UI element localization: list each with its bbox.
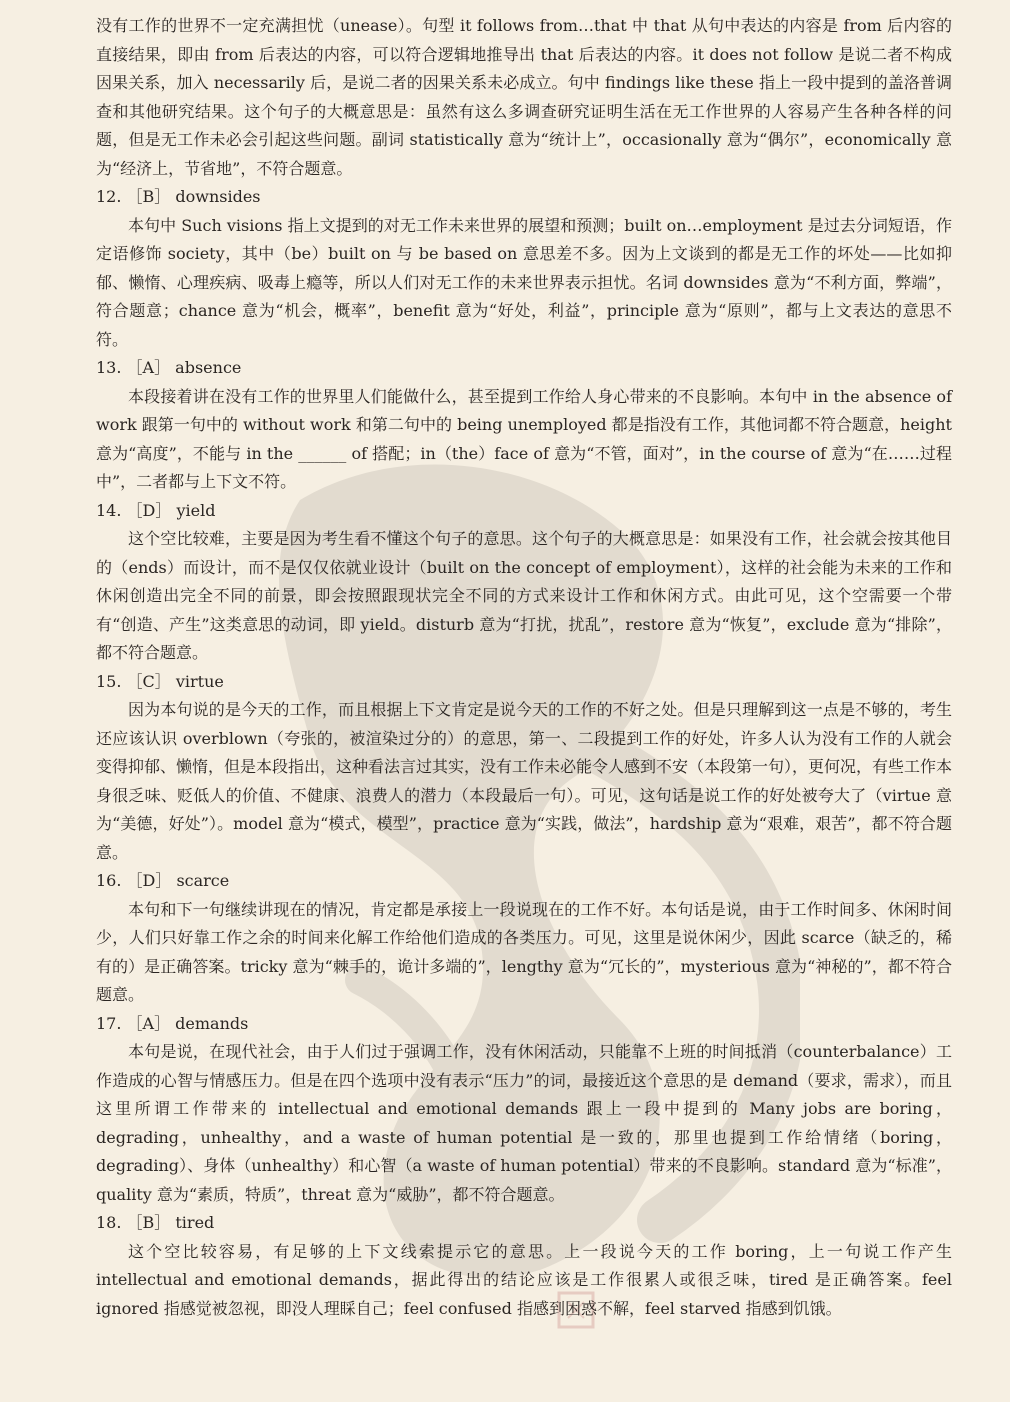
explanation-paragraph: 本段接着讲在没有工作的世界里人们能做什么，甚至提到工作给人身心带来的不良影响。本句中 in the absence of work 跟第一句中的 without work 和第二句中的 being unemployed 都是指没有工作，其他词都不符合题意，height 意为“高度”，不能与 in the ______ of 搭配；in（the）face of 意为“不管，面对”，in the course of 意为“在……过程中”，二者都与上下文不符。: [96, 386, 952, 491]
answer-heading-18: 18. ［B］ tired: [96, 1213, 215, 1232]
explanation-paragraph: 因为本句说的是今天的工作，而且根据上下文肯定是说今天的工作的不好之处。但是只理解到这一点是不够的，考生还应该认识 overblown（夸张的，被渲染过分的）的意思，第一、二段提到工作的好处，许多人认为没有工作的人就会变得抑郁、懒惰，但是本段指出，这种看法言过其实，没有工作未必能令人感到不安（本段第一句），更何况，有些工作本身很乏味、贬低人的价值、不健康、浪费人的潜力（本段最后一句）。可见，这句话是说工作的好处被夸大了（virtue 意为“美德，好处”）。model 意为“模式，模型”，practice 意为“实践，做法”，hardship 意为“艰难，艰苦”，都不符合题意。: [96, 700, 953, 862]
explanation-paragraph: 本句是说，在现代社会，由于人们过于强调工作，没有休闲活动，只能靠不上班的时间抵消（counterbalance）工作造成的心智与情感压力。但是在四个选项中没有表示“压力”的词，最接近这个意思的是 demand（要求，需求），而且这里所谓工作带来的 intellectual and emotional demands 跟上一段中提到的 Many jobs are boring，degrading，unhealthy，and a waste of human potential 是一致的，那里也提到工作给情绪（boring，degrading）、身体（unhealthy）和心智（a waste of human potential）带来的不良影响。standard 意为“标准”，quality 意为“素质，特质”，threat 意为“威胁”，都不符合题意。: [96, 1042, 952, 1204]
explanation-paragraph: 没有工作的世界不一定充满担忧（unease）。句型 it follows from…that 中 that 从句中表达的内容是 from 后内容的直接结果，即由 from 后表达的内容，可以符合逻辑地推导出 that 后表达的内容。it does not follow 是说二者不构成因果关系，加入 necessarily 后，是说二者的因果关系未必成立。句中 findings like these 指上一段中提到的盖洛普调查和其他研究结果。这个句子的大概意思是：虽然有这么多调查研究证明生活在无工作世界的人容易产生各种各样的问题，但是无工作未必会引起这些问题。副词 statistically 意为“统计上”，occasionally 意为“偶尔”，economically 意为“经济上，节省地”，不符合题意。: [96, 16, 952, 178]
answer-heading-15: 15. ［C］ virtue: [96, 671, 224, 691]
answer-heading-14: 14. ［D］ yield: [96, 500, 216, 520]
explanation-paragraph: 这个空比较容易，有足够的上下文线索提示它的意思。上一段说今天的工作 boring，上一句说工作产生 intellectual and emotional demands，据此得出的结论应该是工作很累人或很乏味，tired 是正确答案。feel ignored 指感觉被忽视，即没人理睬自己；feel confused 指感到困惑不解，feel starved 指感到饥饿。: [96, 1241, 952, 1318]
answer-heading-17: 17. ［A］ demands: [96, 1013, 249, 1033]
answer-heading-13: 13. ［A］ absence: [96, 358, 242, 377]
explanation-paragraph: 这个空比较难，主要是因为考生看不懂这个句子的意思。这个句子的大概意思是：如果没有工作，社会就会按其他目的（ends）而设计，而不是仅仅依就业设计（built on the concept of employment），这样的社会能为未来的工作和休闲创造出完全不同的前景，即会按照跟现状完全不同的方式来设计工作和休闲方式。由此可见，这个空需要一个带有“创造、产生”这类意思的动词，即 yield。disturb 意为“打扰，扰乱”，restore 意为“恢复”，exclude 意为“排除”，都不符合题意。: [96, 529, 952, 662]
explanation-paragraph: 本句中 Such visions 指上文提到的对无工作未来世界的展望和预测；built on…employment 是过去分词短语，作定语修饰 society，其中（be）built on 与 be based on 意思差不多。因为上文谈到的都是无工作的坏处——比如抑郁、懒惰、心理疾病、吸毒上瘾等，所以人们对无工作的未来世界表示担忧。名词 downsides 意为“不利方面，弊端”，符合题意；chance 意为“机会，概率”，benefit 意为“好处，利益”，principle 意为“原则”，都与上文表达的意思不符。: [96, 215, 952, 349]
answer-heading-16: 16. ［D］ scarce: [96, 871, 230, 890]
explanation-paragraph: 本句和下一句继续讲现在的情况，肯定都是承接上一段说现在的工作不好。本句话是说，由于工作时间多、休闲时间少，人们只好靠工作之余的时间来化解工作给他们造成的各类压力。可见，这里是说休闲少，因此 scarce（缺乏的，稀有的）是正确答案。tricky 意为“棘手的，诡计多端的”，lengthy 意为“冗长的”，mysterious 意为“神秘的”，都不符合题意。: [96, 899, 952, 1004]
answer-heading-12: 12. ［B］ downsides: [96, 187, 261, 206]
